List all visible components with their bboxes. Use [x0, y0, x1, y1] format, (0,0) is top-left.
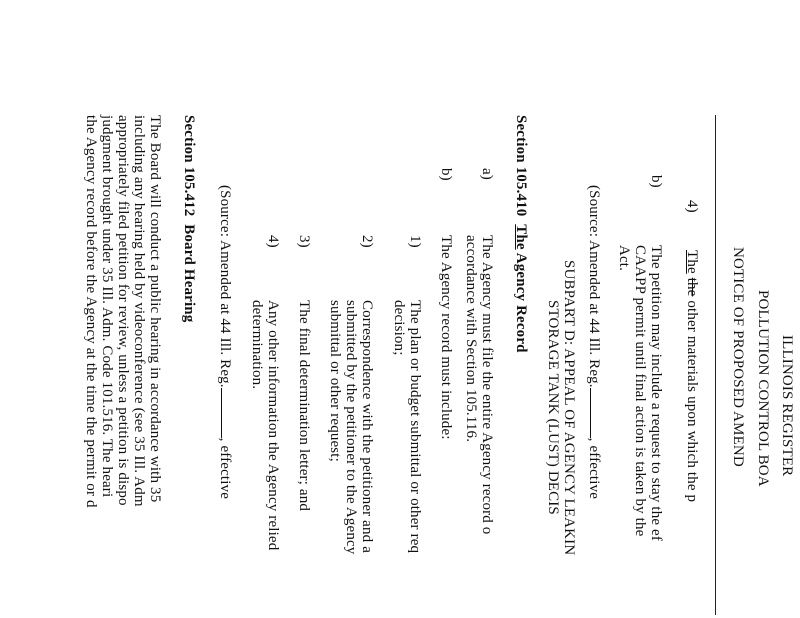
item-4-the-inserted: The [684, 250, 700, 274]
source-note-1-blank [590, 388, 602, 438]
source-note-1-prefix: (Source: Amended at 44 Ill. Reg. [586, 185, 602, 388]
record-item-2-line3: submittal or other request; [327, 300, 343, 462]
register-title: ILLINOIS REGISTER [779, 335, 795, 477]
item-b-label: b) [648, 175, 664, 188]
section-105-410-heading [513, 115, 529, 353]
section-412-line1: The Board will conduct a public hearing in accordance with 35 [147, 115, 163, 503]
item-4-text [684, 250, 700, 502]
item-b-line2: CAAPP permit until final action is taken by the [632, 245, 648, 537]
record-item-1-line1: The plan or budget submittal or other req [407, 300, 423, 554]
section-410-b-label: b) [438, 168, 454, 181]
section-410-b-line1: The Agency record must include: [438, 235, 454, 440]
section-412-line4: judgment brought under 35 Ill. Adm. Code 101.516. The heari [99, 115, 115, 498]
item-b-line3: Act. [616, 245, 632, 272]
record-item-2-line1: Correspondence with the petitioner and a [359, 300, 375, 554]
item-b-line1: The petition may include a request to stay the ef [648, 245, 664, 542]
source-note-2-prefix: (Source: Amended at 44 Ill. Reg. [217, 185, 233, 388]
section-410-a-line2: accordance with Section 105.116. [463, 235, 479, 443]
subpart-d-line2: STORAGE TANK (LUST) DECIS [545, 300, 561, 515]
section-410-title-rest: Agency Record [513, 252, 529, 353]
section-410-a-line1: The Agency must file the entire Agency record o [479, 235, 495, 535]
notice-title: NOTICE OF PROPOSED AMEND [730, 247, 746, 467]
item-4-rest: other materials upon which the p [684, 300, 700, 503]
source-note-2 [217, 185, 233, 499]
section-412-number: Section 105.412 [181, 115, 197, 217]
section-412-line3: appropriately filed petition for review, unless a petition is dispo [115, 115, 131, 506]
record-item-2-label: 2) [359, 235, 375, 248]
source-note-1-suffix: , effective [586, 437, 602, 500]
section-410-title-the: The [513, 224, 529, 250]
section-412-line2: including any hearing held by videoconference (see 35 Ill. Adm [131, 115, 147, 507]
source-note-2-suffix: , effective [217, 437, 233, 500]
source-note-2-blank [221, 388, 233, 438]
record-item-1-line2: decision; [391, 300, 407, 356]
section-105-412-heading [181, 115, 197, 322]
header-rule [715, 115, 716, 615]
section-412-line5: the Agency record before the Agency at the time the permit or d [83, 115, 99, 508]
record-item-1-label: 1) [407, 235, 423, 248]
record-item-4-line2: determination. [249, 300, 265, 390]
record-item-2-line2: submitted by the petitioner to the Agency [343, 300, 359, 555]
record-item-4-label: 4) [265, 235, 281, 248]
item-4-the-struck: the [684, 277, 700, 297]
section-412-title: Board Hearing [181, 224, 197, 323]
source-note-1 [586, 185, 602, 499]
record-item-4-line1: Any other information the Agency relied [265, 300, 281, 551]
section-410-number: Section 105.410 [513, 115, 529, 217]
subpart-d-line1: SUBPART D: APPEAL OF AGENCY LEAKIN [561, 260, 577, 556]
item-4-label: 4) [684, 200, 700, 213]
section-410-a-label: a) [479, 168, 495, 180]
record-item-3-label: 3) [296, 235, 312, 248]
record-item-3-line1: The final determination letter; and [296, 300, 312, 512]
board-title: POLLUTION CONTROL BOA [755, 290, 771, 487]
